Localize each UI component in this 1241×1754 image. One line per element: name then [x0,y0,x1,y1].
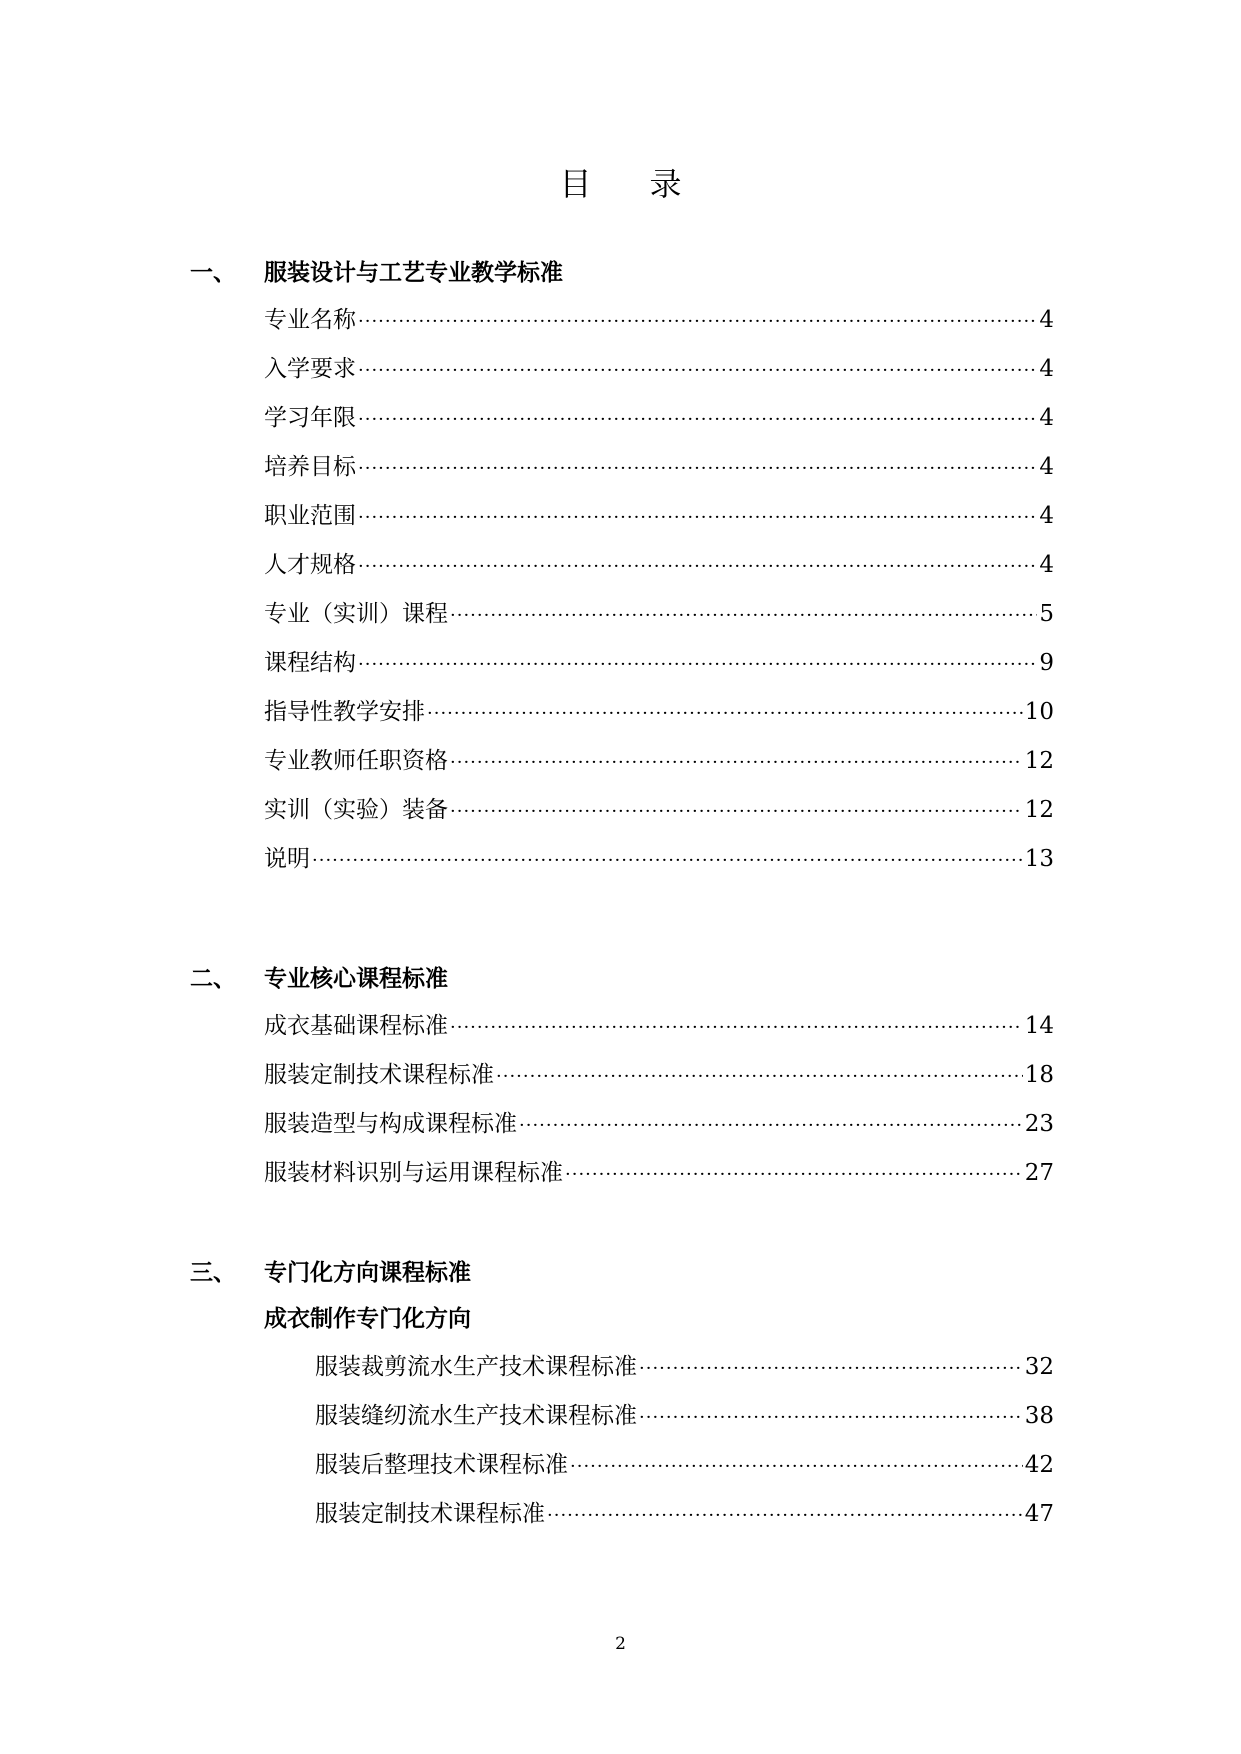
dot-leader [358,395,1037,444]
toc-entry-page: 14 [1024,1013,1054,1039]
toc-entry[interactable] [264,394,1054,443]
toc-entry[interactable] [264,688,1054,737]
section-heading [0,252,1241,294]
dot-leader [639,1344,1023,1393]
toc-entry-label: 说明 [264,846,310,872]
toc-entry-label: 成衣基础课程标准 [264,1013,448,1039]
dot-leader [450,591,1037,640]
dot-leader [358,640,1037,689]
dot-leader [358,297,1037,346]
section-title: 专业核心课程标准 [264,965,448,992]
section-title: 服装设计与工艺专业教学标准 [264,259,563,286]
toc-entry-page: 12 [1024,797,1054,823]
dot-leader [519,1101,1023,1150]
toc-entry-label: 课程结构 [264,650,356,676]
toc-entry-label: 服装缝纫流水生产技术课程标准 [315,1403,637,1429]
toc-entry-page: 27 [1024,1160,1054,1186]
toc-entry-label: 服装定制技术课程标准 [315,1501,545,1527]
toc-entry-page: 42 [1024,1452,1054,1478]
toc-entry-label: 专业名称 [264,307,356,333]
dot-leader [570,1442,1023,1491]
toc-entry[interactable] [315,1392,1054,1441]
dot-leader [358,444,1037,493]
toc-entry-label: 服装后整理技术课程标准 [315,1452,568,1478]
toc-entry-page: 4 [1039,552,1054,578]
toc-entry-page: 13 [1024,846,1054,872]
section-number: 一、 [190,259,236,286]
subsection-heading: 成衣制作专门化方向 [264,1305,471,1332]
page-title: 目录 [559,165,740,203]
toc-entry-page: 4 [1039,356,1054,382]
toc-entry-label: 学习年限 [264,405,356,431]
toc-entry[interactable] [264,492,1054,541]
dot-leader [450,1003,1023,1052]
dot-leader [427,689,1023,738]
dot-leader [547,1491,1023,1540]
toc-entry[interactable] [264,1002,1054,1051]
dot-leader [358,542,1037,591]
dot-leader [358,493,1037,542]
toc-entry[interactable] [315,1490,1054,1539]
section-title: 专门化方向课程标准 [264,1259,471,1286]
toc-entry[interactable] [264,1149,1054,1198]
toc-entry-page: 10 [1024,699,1054,725]
dot-leader [450,787,1023,836]
toc-entry-page: 12 [1024,748,1054,774]
toc-entry-label: 服装造型与构成课程标准 [264,1111,517,1137]
dot-leader [639,1393,1023,1442]
toc-entry-page: 47 [1024,1501,1054,1527]
toc-entry[interactable] [264,296,1054,345]
toc-entry-label: 服装定制技术课程标准 [264,1062,494,1088]
toc-entry-page: 32 [1024,1354,1054,1380]
dot-leader [358,346,1037,395]
section-heading [0,958,1241,1000]
toc-entry[interactable] [264,590,1054,639]
toc-entry-label: 专业（实训）课程 [264,601,448,627]
dot-leader [450,738,1023,787]
page-number: 2 [615,1634,626,1654]
dot-leader [496,1052,1023,1101]
dot-leader [565,1150,1023,1199]
dot-leader [312,836,1023,885]
toc-entry[interactable] [264,345,1054,394]
section-number: 二、 [190,965,236,992]
toc-entry[interactable] [315,1343,1054,1392]
toc-entry-label: 实训（实验）装备 [264,797,448,823]
toc-entry-page: 5 [1039,601,1054,627]
toc-entry-label: 人才规格 [264,552,356,578]
toc-entry-page: 9 [1039,650,1054,676]
toc-entry-page: 23 [1024,1111,1054,1137]
toc-entry-label: 服装裁剪流水生产技术课程标准 [315,1354,637,1380]
section-number: 三、 [190,1259,236,1286]
toc-entry-label: 培养目标 [264,454,356,480]
toc-section-2 [0,958,1241,1198]
toc-entry-label: 入学要求 [264,356,356,382]
toc-entry-label: 职业范围 [264,503,356,529]
toc-entry-label: 服装材料识别与运用课程标准 [264,1160,563,1186]
toc-entry-page: 4 [1039,307,1054,333]
toc-entry[interactable] [264,443,1054,492]
toc-entry[interactable] [264,639,1054,688]
toc-entry[interactable] [264,737,1054,786]
toc-entry-page: 4 [1039,454,1054,480]
toc-section-3 [0,1252,1241,1539]
toc-entry[interactable] [264,1100,1054,1149]
toc-entry-label: 指导性教学安排 [264,699,425,725]
toc-entry-page: 38 [1024,1403,1054,1429]
toc-entry-page: 4 [1039,405,1054,431]
toc-entry-label: 专业教师任职资格 [264,748,448,774]
section-heading [0,1252,1241,1294]
toc-entry[interactable] [264,1051,1054,1100]
toc-entry[interactable] [264,541,1054,590]
toc-entry[interactable] [315,1441,1054,1490]
toc-entry[interactable] [264,786,1054,835]
toc-entry[interactable] [264,835,1054,884]
toc-section-1 [0,252,1241,884]
toc-entry-page: 4 [1039,503,1054,529]
toc-entry-page: 18 [1024,1062,1054,1088]
